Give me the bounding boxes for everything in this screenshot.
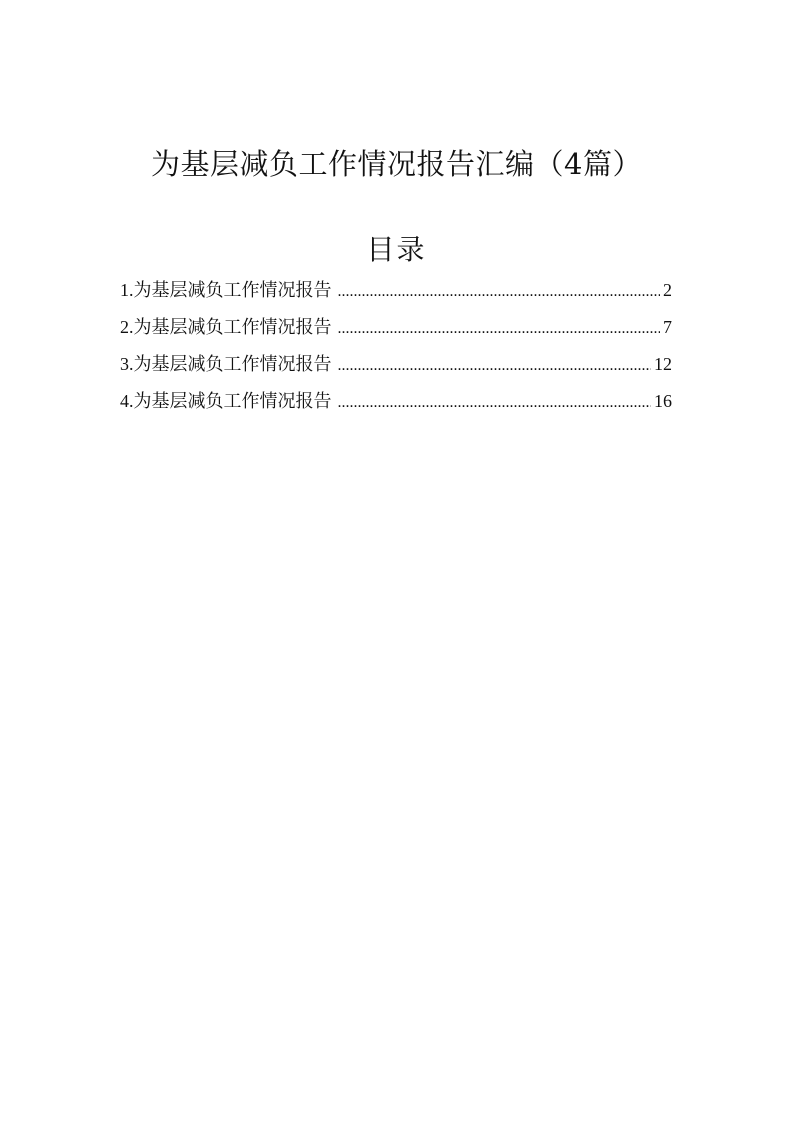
- toc-entry-1[interactable]: [120, 276, 672, 313]
- toc-entry-page: 2: [663, 280, 672, 300]
- toc-dot-leader: [338, 315, 661, 343]
- toc-entry-label: 为基层减负工作情况报告: [133, 317, 332, 338]
- toc-entry-page: 16: [654, 391, 672, 411]
- toc-entry-page: 7: [663, 317, 672, 337]
- toc-entry-label: 为基层减负工作情况报告: [133, 354, 332, 375]
- toc-entry-3[interactable]: [120, 350, 672, 387]
- toc-entry-page: 12: [654, 354, 672, 374]
- toc-entry-label: 为基层减负工作情况报告: [133, 280, 332, 301]
- toc-entry-label: 为基层减负工作情况报告: [133, 391, 332, 412]
- toc-dot-leader: [338, 278, 661, 306]
- toc-entry-2[interactable]: [120, 313, 672, 350]
- toc-dot-leader: [338, 389, 652, 417]
- toc-entry-number: 4.: [120, 391, 134, 411]
- document-title: 为基层减负工作情况报告汇编（4篇）: [151, 147, 642, 181]
- toc-heading: 目录: [366, 233, 427, 266]
- table-of-contents: [120, 276, 672, 424]
- toc-dot-leader: [338, 352, 652, 380]
- toc-entry-number: 1.: [120, 280, 134, 300]
- toc-entry-number: 3.: [120, 354, 134, 374]
- toc-entry-number: 2.: [120, 317, 134, 337]
- toc-entry-4[interactable]: [120, 387, 672, 424]
